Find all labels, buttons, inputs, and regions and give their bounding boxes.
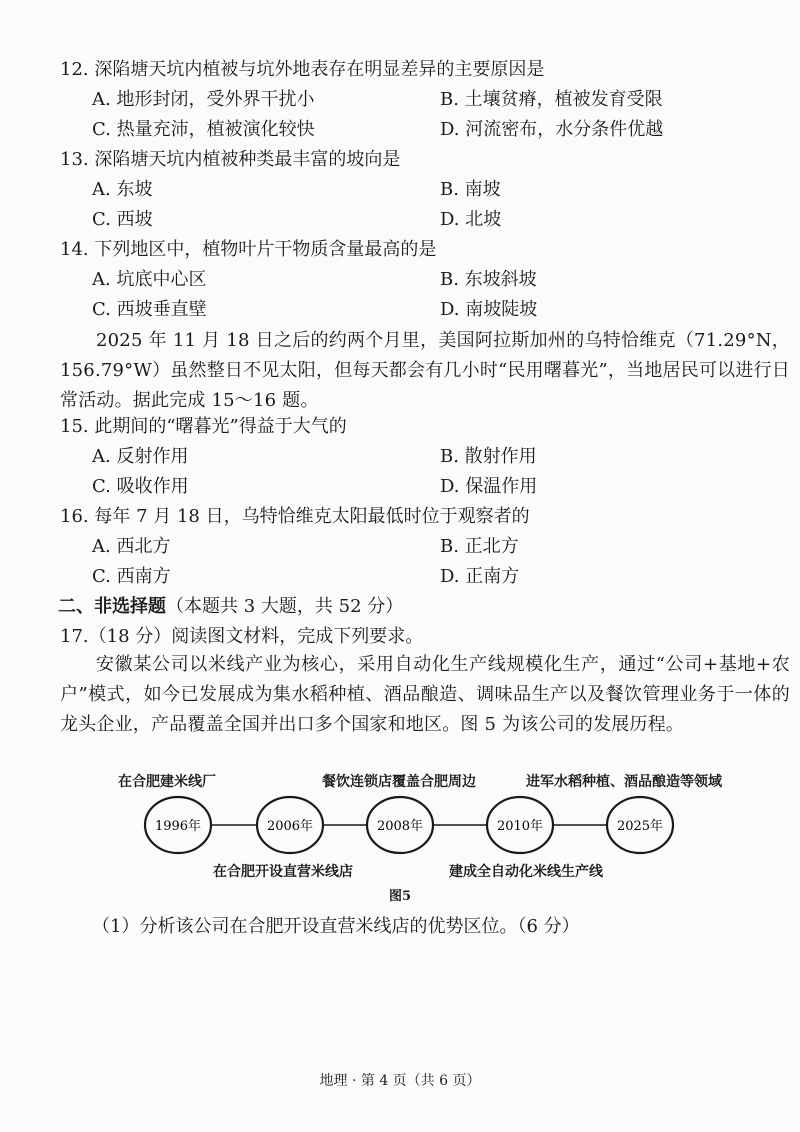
q12-option-a: A. 地形封闭，受外界干扰小 [92,89,315,110]
timeline-node-label: 2006年 [266,819,314,834]
timeline-node-4 [607,797,673,853]
q16-option-a: A. 西北方 [92,536,171,557]
q14-option-a: A. 坑底中心区 [92,269,207,290]
q12-option-c: C. 热量充沛，植被演化较快 [92,119,315,140]
timeline-label-2025: 进军水稻种植、酒品酿造等领域 [526,774,722,790]
q15-option-a: A. 反射作用 [92,446,189,467]
page-footer: 地理 · 第 4 页（共 6 页） [319,1073,481,1089]
q16-option-d: D. 正南方 [440,566,520,587]
q14-option-c: C. 西坡垂直壁 [92,299,207,320]
timeline-node-label: 1996年 [154,819,202,834]
q17-subquestion-1: （1）分析该公司在合肥开设直营米线店的优势区位。（6 分） [92,916,580,937]
timeline-node-label: 2008年 [376,819,424,834]
section-title: 二、非选择题 [58,596,166,617]
q15-option-b: B. 散射作用 [440,446,537,467]
timeline-label-1996: 在合肥建米线厂 [118,774,216,790]
q17-stem: 17.（18 分）阅读图文材料，完成下列要求。 [60,626,424,647]
timeline-node-3 [487,797,553,853]
timeline-node-label: 2010年 [496,819,544,834]
q13-option-b: B. 南坡 [440,179,501,200]
q13-stem: 13. 深陷塘天坑内植被种类最丰富的坡向是 [60,149,401,170]
q16-stem: 16. 每年 7 月 18 日，乌特恰维克太阳最低时位于观察者的 [60,506,530,527]
q12-option-d: D. 河流密布，水分条件优越 [440,119,664,140]
section-note: （本题共 3 大题，共 52 分） [166,596,404,617]
timeline-label-2008: 餐饮连锁店覆盖合肥周边 [322,774,476,790]
q16-option-b: B. 正北方 [440,536,519,557]
timeline-node-label: 2025年 [616,819,664,834]
q15-option-d: D. 保温作用 [440,476,538,497]
q15-option-c: C. 吸收作用 [92,476,189,497]
timeline-label-2010: 建成全自动化米线生产线 [449,864,603,880]
q16-option-c: C. 西南方 [92,566,171,587]
q15-stem: 15. 此期间的“曙暮光”得益于大气的 [60,416,347,437]
passage-15-16: 2025 年 11 月 18 日之后的约两个月里，美国阿拉斯加州的乌特恰维克（71.29°N，156.79°W）虽然整日不见太阳，但每天都会有几小时“民用曙暮光”，当地居民可以进行日常活动。据此完成 15～16 题。 [60,330,790,411]
timeline-node-0 [145,797,211,853]
q14-stem: 14. 下列地区中，植物叶片干物质含量最高的是 [60,239,437,260]
timeline-node-1 [257,797,323,853]
figure-caption: 图5 [388,889,412,904]
q17-passage: 安徽某公司以米线产业为核心，采用自动化生产线规模化生产，通过“公司+基地+农户”模式，如今已发展成为集水稻种植、酒品酿造、调味品生产以及餐饮管理业务于一体的龙头企业，产品覆盖全国并出口多个国家和地区。图 5 为该公司的发展历程。 [60,654,790,735]
timeline-node-2 [367,797,433,853]
section-heading [58,595,403,619]
timeline-figure [100,765,722,885]
timeline-label-2006: 在合肥开设直营米线店 [213,864,353,880]
q12-option-b: B. 土壤贫瘠，植被发育受限 [440,89,663,110]
q12-stem: 12. 深陷塘天坑内植被与坑外地表存在明显差异的主要原因是 [60,59,545,80]
q14-option-d: D. 南坡陡坡 [440,299,538,320]
q14-option-b: B. 东坡斜坡 [440,269,537,290]
q13-option-a: A. 东坡 [92,179,153,200]
q13-option-d: D. 北坡 [440,209,502,230]
q13-option-c: C. 西坡 [92,209,153,230]
